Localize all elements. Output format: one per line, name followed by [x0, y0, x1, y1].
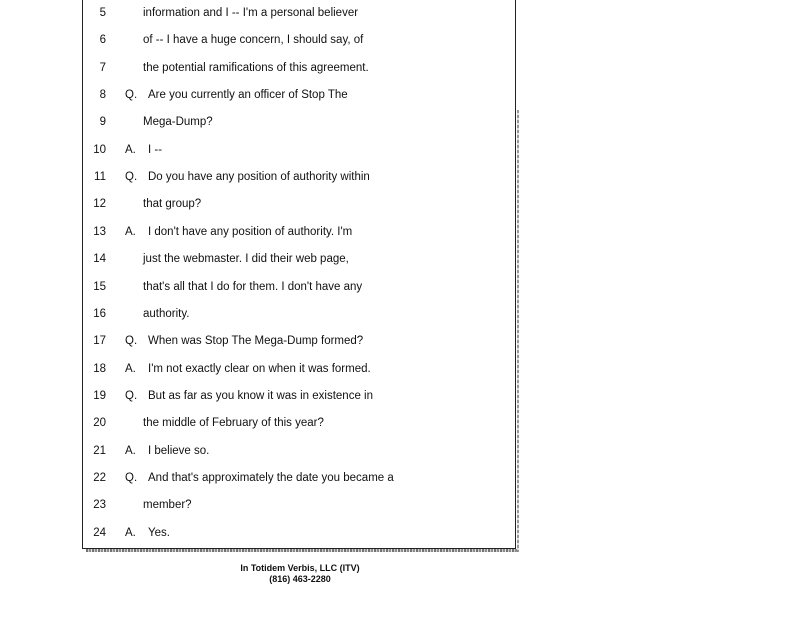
transcript-line [82, 194, 516, 214]
line-number: 14 [93, 253, 106, 266]
page-right-shadow [517, 110, 519, 552]
line-text: Are you currently an officer of Stop The [148, 89, 348, 102]
line-number: 11 [94, 171, 106, 184]
transcript-line [82, 112, 516, 132]
line-number: 15 [93, 280, 106, 293]
line-text: When was Stop The Mega-Dump formed? [148, 335, 364, 348]
line-text: But as far as you know it was in existence in [148, 389, 373, 402]
line-number: 10 [93, 143, 106, 156]
speaker-marker: Q. [125, 471, 138, 484]
speaker-marker: A. [125, 225, 136, 238]
transcript-line [82, 304, 516, 324]
transcript-line [82, 441, 516, 461]
transcript-line [82, 85, 516, 105]
line-text: I believe so. [148, 444, 210, 457]
speaker-marker: Q. [125, 335, 138, 348]
transcript-line [82, 495, 516, 515]
line-text: just the webmaster. I did their web page, [143, 253, 349, 266]
line-text: the middle of February of this year? [143, 417, 324, 430]
speaker-marker: Q. [125, 171, 138, 184]
speaker-marker: Q. [125, 389, 138, 402]
speaker-marker: A. [125, 362, 136, 375]
line-number: 21 [93, 444, 106, 457]
transcript-page-border [82, 0, 516, 549]
line-text: the potential ramifications of this agreement. [143, 61, 369, 74]
transcript-line [82, 58, 516, 78]
transcript-line [82, 359, 516, 379]
line-number: 22 [93, 471, 106, 484]
transcript-line [82, 140, 516, 160]
transcript-line [82, 222, 516, 242]
line-number: 7 [99, 61, 106, 74]
line-number: 17 [93, 335, 106, 348]
line-text: And that's approximately the date you became a [148, 471, 394, 484]
transcript-line [82, 468, 516, 488]
footer-company: In Totidem Verbis, LLC (ITV) [240, 563, 360, 573]
transcript-line [82, 413, 516, 433]
line-text: I don't have any position of authority. I'm [148, 225, 353, 238]
page-bottom-shadow [86, 549, 518, 552]
speaker-marker: Q. [125, 89, 138, 102]
line-number: 20 [93, 417, 106, 430]
line-text: information and I -- I'm a personal believer [143, 7, 359, 19]
line-number: 6 [99, 34, 106, 47]
transcript-line [82, 167, 516, 187]
line-number: 9 [99, 116, 106, 129]
line-number: 16 [93, 307, 106, 320]
line-text: Mega-Dump? [143, 116, 213, 129]
transcript-line [82, 249, 516, 269]
line-number: 5 [99, 7, 106, 19]
line-number: 19 [93, 389, 106, 402]
speaker-marker: A. [125, 526, 136, 539]
line-text: Yes. [148, 526, 170, 539]
line-number: 8 [99, 89, 106, 102]
line-text: I -- [148, 143, 163, 156]
transcript-line [82, 3, 516, 23]
line-number: 12 [93, 198, 106, 211]
speaker-marker: A. [125, 444, 136, 457]
transcript-line [82, 30, 516, 50]
line-text: I'm not exactly clear on when it was formed. [148, 362, 371, 375]
line-text: that group? [143, 198, 202, 211]
line-text: Do you have any position of authority within [148, 171, 370, 184]
transcript-line [82, 523, 516, 543]
line-text: authority. [143, 307, 190, 320]
line-text: that's all that I do for them. I don't have any [143, 280, 363, 293]
line-number: 13 [93, 225, 106, 238]
footer-phone: (816) 463-2280 [269, 574, 331, 584]
line-number: 18 [93, 362, 106, 375]
speaker-marker: A. [125, 143, 136, 156]
line-text: of -- I have a huge concern, I should say, of [143, 34, 364, 47]
line-number: 23 [93, 499, 106, 512]
line-number: 24 [93, 526, 106, 539]
transcript-line [82, 331, 516, 351]
transcript-line [82, 386, 516, 406]
line-text: member? [143, 499, 192, 512]
transcript-line [82, 277, 516, 297]
